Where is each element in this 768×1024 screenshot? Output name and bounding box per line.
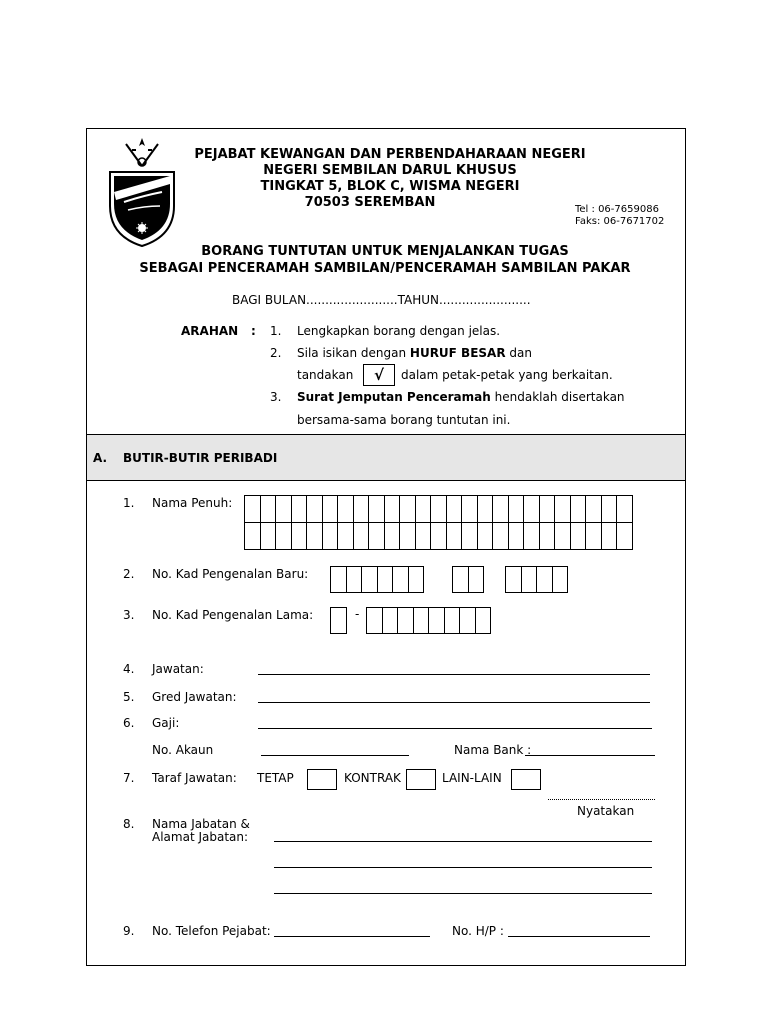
char-cell[interactable] [570,495,587,523]
field-8-number: 8. [123,817,135,831]
instruction-2-end: dalam petak-petak yang berkaitan. [401,368,613,382]
char-cell[interactable] [428,607,445,634]
char-cell[interactable] [382,607,399,634]
instruction-3-emphasis: Surat Jemputan Penceramah [297,390,491,404]
char-cell[interactable] [452,566,469,593]
old-ic-label: No. Kad Pengenalan Lama: [152,608,314,622]
char-cell[interactable] [275,522,292,550]
form-title-line2: SEBAGAI PENCERAMAH SAMBILAN/PENCERAMAH SAMBILAN PAKAR [139,261,631,276]
char-cell[interactable] [399,522,416,550]
char-cell[interactable] [521,566,538,593]
new-ic-grid-part-3[interactable] [506,566,568,593]
char-cell[interactable] [554,495,571,523]
department-address-line-2[interactable] [274,867,652,868]
char-cell[interactable] [461,522,478,550]
instruction-2-part-a: Sila isikan dengan [297,346,407,360]
department-address-line-3[interactable] [274,893,652,894]
grade-label: Gred Jawatan: [152,690,237,704]
char-cell[interactable] [392,566,409,593]
old-ic-grid-prefix[interactable] [331,607,347,634]
char-cell[interactable] [554,522,571,550]
char-cell[interactable] [446,495,463,523]
char-cell[interactable] [536,566,553,593]
char-cell[interactable] [353,495,370,523]
field-3-number: 3. [123,608,135,622]
char-cell[interactable] [260,522,277,550]
instruction-3-continued: bersama-sama borang tuntutan ini. [297,413,511,427]
char-cell[interactable] [430,495,447,523]
char-cell[interactable] [492,495,509,523]
char-cell[interactable] [244,495,261,523]
field-1-number: 1. [123,496,135,510]
salary-label: Gaji: [152,716,180,730]
field-6-number: 6. [123,716,135,730]
char-cell[interactable] [275,495,292,523]
instructions-colon: : [251,324,256,338]
char-cell[interactable] [337,495,354,523]
char-cell[interactable] [430,522,447,550]
office-fax: Faks: 06-7671702 [575,216,665,227]
instruction-2-emphasis: HURUF BESAR [409,346,506,360]
form-period: BAGI BULAN........................TAHUN........................ [232,293,531,307]
instruction-2-continued: tandakan [297,368,354,382]
char-cell[interactable] [585,522,602,550]
instruction-2-number: 2. [270,346,282,360]
account-number-label: No. Akaun [152,743,214,757]
char-cell[interactable] [539,495,556,523]
option-permanent-label: TETAP [257,771,294,785]
char-cell[interactable] [337,522,354,550]
instruction-2-part-c: dan [509,346,532,360]
char-cell[interactable] [444,607,461,634]
char-cell[interactable] [330,566,347,593]
full-name-label: Nama Penuh: [152,496,233,510]
department-label-line1: Nama Jabatan & [152,817,250,831]
char-cell[interactable] [505,566,522,593]
char-cell[interactable] [616,522,633,550]
char-cell[interactable] [415,522,432,550]
full-name-grid-row-1[interactable] [245,495,633,523]
char-cell[interactable] [291,495,308,523]
char-cell[interactable] [461,495,478,523]
char-cell[interactable] [330,607,347,634]
char-cell[interactable] [244,522,261,550]
char-cell[interactable] [399,495,416,523]
instructions-label: ARAHAN [181,324,239,338]
form-title-line1: BORANG TUNTUTAN UNTUK MENJALANKAN TUGAS [201,244,569,259]
other-specify-input-line[interactable] [548,799,655,800]
char-cell[interactable] [291,522,308,550]
field-9-number: 9. [123,924,135,938]
char-cell[interactable] [377,566,394,593]
char-cell[interactable] [260,495,277,523]
char-cell[interactable] [346,566,363,593]
position-input-line[interactable] [258,674,650,675]
instruction-1-number: 1. [270,324,282,338]
grade-input-line[interactable] [258,702,650,703]
char-cell[interactable] [384,495,401,523]
char-cell[interactable] [413,607,430,634]
salary-input-line[interactable] [258,728,652,729]
office-phone-label: No. Telefon Pejabat: [152,924,271,938]
mobile-phone-label: No. H/P : [452,924,504,938]
department-label-line2: Alamat Jabatan: [152,830,249,844]
field-5-number: 5. [123,690,135,704]
new-ic-grid-part-2[interactable] [453,566,484,593]
char-cell[interactable] [306,522,323,550]
char-cell[interactable] [384,522,401,550]
char-cell[interactable] [415,495,432,523]
char-cell[interactable] [446,522,463,550]
other-specify-label: Nyatakan [577,804,635,818]
full-name-grid-row-2[interactable] [245,522,633,550]
section-a-title: BUTIR-BUTIR PERIBADI [123,451,278,465]
char-cell[interactable] [368,522,385,550]
instruction-2-text [297,346,532,360]
char-cell[interactable] [539,522,556,550]
section-a-letter: A. [93,451,108,465]
option-contract-label: KONTRAK [344,771,401,785]
option-permanent-checkbox[interactable] [307,769,337,790]
instruction-3-text [297,390,625,404]
field-7-number: 7. [123,771,135,785]
char-cell[interactable] [322,522,339,550]
char-cell[interactable] [616,495,633,523]
char-cell[interactable] [397,607,414,634]
char-cell[interactable] [361,566,378,593]
office-tel: Tel : 06-7659086 [575,204,659,215]
char-cell[interactable] [492,522,509,550]
char-cell[interactable] [552,566,569,593]
char-cell[interactable] [508,522,525,550]
old-ic-grid-number[interactable] [367,607,491,634]
char-cell[interactable] [368,495,385,523]
bank-name-input-line[interactable] [525,755,655,756]
option-other-label: LAIN-LAIN [442,771,502,785]
field-4-number: 4. [123,662,135,676]
new-ic-label: No. Kad Pengenalan Baru: [152,567,309,581]
char-cell[interactable] [585,495,602,523]
old-ic-dash: - [355,607,360,621]
new-ic-grid-part-1[interactable] [331,566,424,593]
instruction-1: Lengkapkan borang dengan jelas. [297,324,501,338]
char-cell[interactable] [523,522,540,550]
example-checkbox: √ [363,364,395,386]
char-cell[interactable] [468,566,485,593]
office-postcode: 70503 SEREMBAN [304,195,436,210]
account-number-input-line[interactable] [261,755,409,756]
office-address: TINGKAT 5, BLOK C, WISMA NEGERI [260,179,520,194]
char-cell[interactable] [601,495,618,523]
department-address-line-1[interactable] [274,841,652,842]
char-cell[interactable] [408,566,425,593]
char-cell[interactable] [601,522,618,550]
office-state: NEGERI SEMBILAN DARUL KHUSUS [263,163,517,178]
char-cell[interactable] [459,607,476,634]
position-label: Jawatan: [152,662,204,676]
char-cell[interactable] [508,495,525,523]
char-cell[interactable] [306,495,323,523]
char-cell[interactable] [523,495,540,523]
instruction-3-number: 3. [270,390,282,404]
mobile-phone-input-line[interactable] [508,936,650,937]
instruction-3-part-b: hendaklah disertakan [494,390,625,404]
char-cell[interactable] [353,522,370,550]
employment-status-label: Taraf Jawatan: [152,771,237,785]
option-contract-checkbox[interactable] [406,769,436,790]
char-cell[interactable] [366,607,383,634]
bank-name-label: Nama Bank : [454,743,532,757]
office-phone-input-line[interactable] [274,936,430,937]
office-name: PEJABAT KEWANGAN DAN PERBENDAHARAAN NEGERI [194,147,586,162]
option-other-checkbox[interactable] [511,769,541,790]
char-cell[interactable] [322,495,339,523]
char-cell[interactable] [570,522,587,550]
char-cell[interactable] [477,522,494,550]
char-cell[interactable] [477,495,494,523]
char-cell[interactable] [475,607,492,634]
field-2-number: 2. [123,567,135,581]
